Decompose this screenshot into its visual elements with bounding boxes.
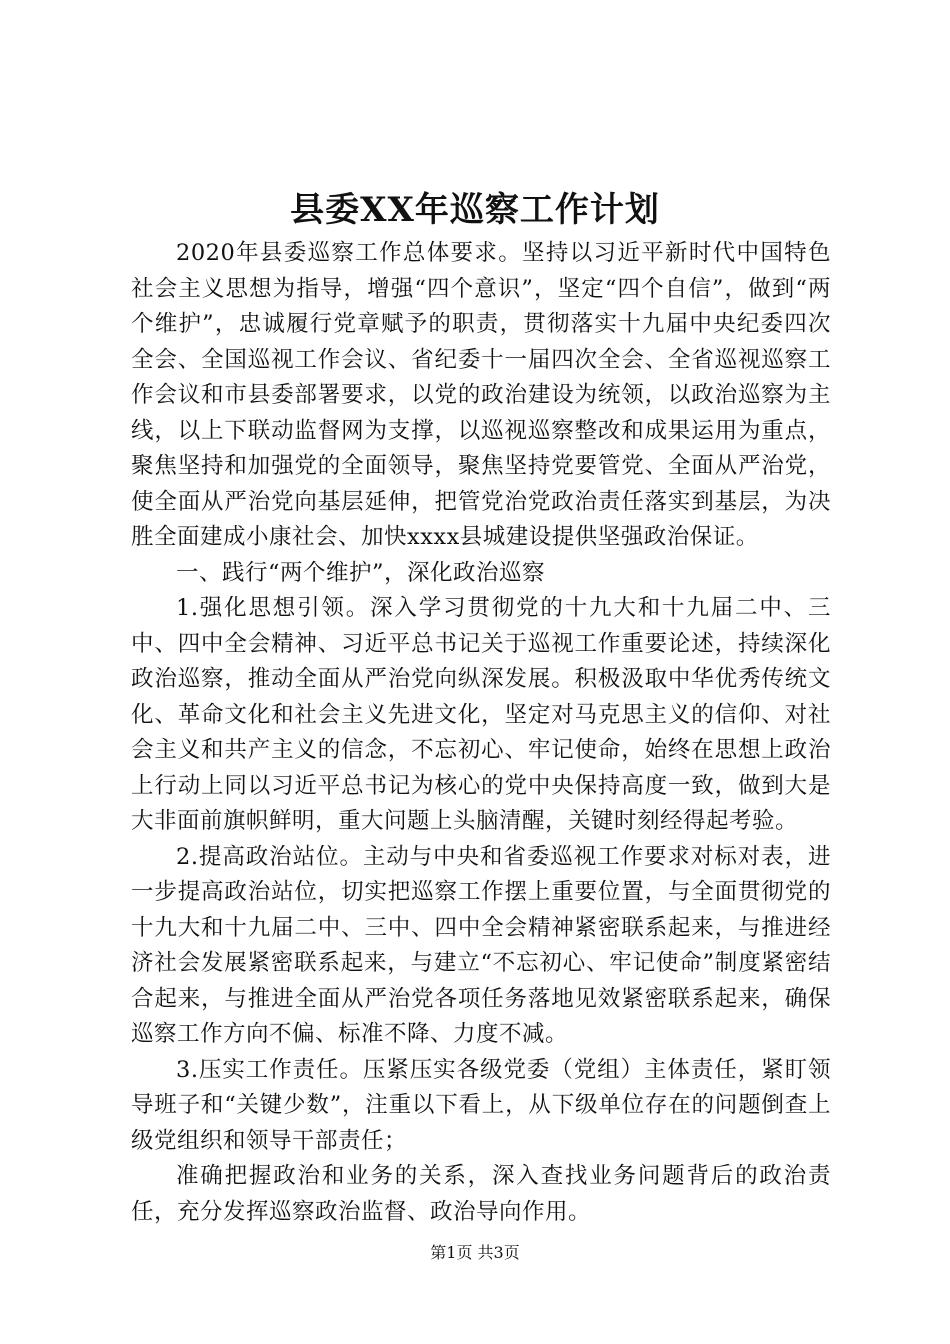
paragraph-overview: 2020年县委巡察工作总体要求。坚持以习近平新时代中国特色社会主义思想为指导，增强“四个意识”，坚定“四个自信”，做到“两个维护”，忠诚履行党章赋予的职责，贯彻落实十九届中央纪委四次全会、全国巡视工作会议、省纪委十一届四次全会、全省巡视巡察工作会议和市县委部署要求，以党的政治建设为统领，以政治巡察为主线，以上下联动监督网为支撑，以巡视巡察整改和成果运用为重点，聚焦坚持和加强党的全面领导，聚焦坚持党要管党、全面从严治党，使全面从严治党向基层延伸，把管党治党政治责任落实到基层，为决胜全面建成小康社会、加快xxxx县城建设提供坚强政治保证。 xyxy=(131,240,831,550)
document-body xyxy=(131,236,831,1230)
page-number-footer: 第1页 共3页 xyxy=(430,1243,520,1262)
paragraph-item-3-continued: 准确把握政治和业务的关系，深入查找业务问题背后的政治责任，充分发挥巡察政治监督、政治导向作用。 xyxy=(131,1163,831,1225)
section-heading-1: 一、践行“两个维护”，深化政治巡察 xyxy=(176,559,546,586)
paragraph-item-1: 1.强化思想引领。深入学习贯彻党的十九大和十九届二中、三中、四中全会精神、习近平总书记关于巡视工作重要论述，持续深化政治巡察，推动全面从严治党向纵深发展。积极汲取中华优秀传统文化、革命文化和社会主义先进文化，坚定对马克思主义的信仰、对社会主义和共产主义的信念，不忘初心、牢记使命，始终在思想上政治上行动上同以习近平总书记为核心的党中央保持高度一致，做到大是大非面前旗帜鲜明，重大问题上头脑清醒，关键时刻经得起考验。 xyxy=(131,595,831,834)
document-title: 县委XX年巡察工作计划 xyxy=(290,190,660,230)
paragraph-item-2: 2.提高政治站位。主动与中央和省委巡视工作要求对标对表，进一步提高政治站位，切实把巡察工作摆上重要位置，与全面贯彻党的十九大和十九届二中、三中、四中全会精神紧密联系起来，与推进经济社会发展紧密联系起来，与建立“不忘初心、牢记使命”制度紧密结合起来，与推进全面从严治党各项任务落地见效紧密联系起来，确保巡察工作方向不偏、标准不降、力度不减。 xyxy=(131,843,831,1047)
paragraph-item-3: 3.压实工作责任。压紧压实各级党委（党组）主体责任，紧盯领导班子和“关键少数”，注重以下看上，从下级单位存在的问题倒查上级党组织和领导干部责任； xyxy=(131,1056,831,1154)
